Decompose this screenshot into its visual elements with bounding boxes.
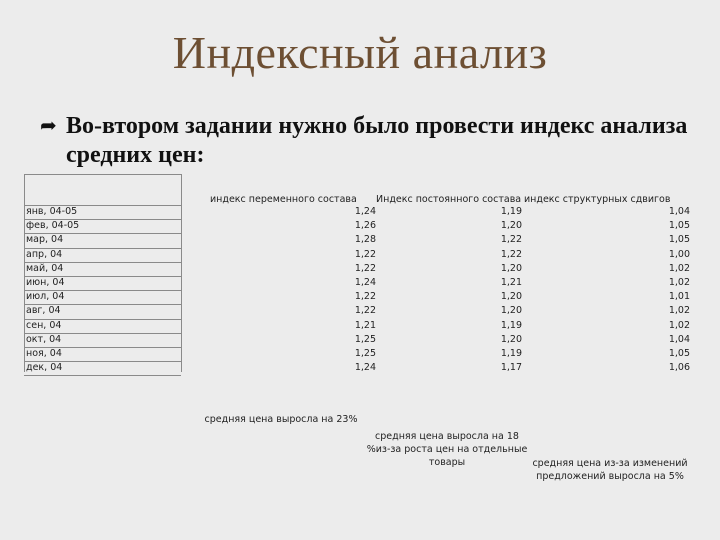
constant-index-cell: 1,20 (500, 305, 522, 317)
variable-index-cell: 1,25 (354, 333, 376, 345)
variable-index-cell: 1,22 (354, 305, 376, 317)
table-row (24, 220, 696, 234)
variable-index-cell: 1,24 (354, 206, 376, 217)
note2-line3: товары (428, 457, 466, 468)
table-row (24, 334, 696, 348)
structural-index-cell: 1,04 (668, 206, 690, 217)
row-divider (24, 304, 181, 305)
table-row (24, 362, 696, 376)
variable-index-cell: 1,24 (354, 277, 376, 288)
month-cell: авг, 04 (26, 305, 61, 317)
note2-line1: средняя цена выросла на 18 (375, 431, 519, 442)
constant-index-cell: 1,21 (500, 277, 522, 288)
note2-line2: %из-за роста цен на отдельные (366, 444, 528, 455)
note-average-price-18 (362, 430, 532, 469)
month-cell: июл, 04 (26, 291, 65, 303)
slide-title: Индексный анализ (172, 27, 548, 78)
month-cell: ноя, 04 (26, 348, 62, 359)
note-average-price-5 (522, 457, 698, 483)
constant-index-cell: 1,20 (500, 262, 522, 274)
header-constant-index: Индекс постоянного состава (376, 194, 522, 205)
table-row (24, 249, 696, 263)
row-divider (24, 233, 181, 234)
month-cell: май, 04 (26, 262, 64, 274)
bullet-point (40, 112, 700, 170)
row-divider (24, 262, 181, 263)
structural-index-cell: 1,02 (668, 305, 690, 317)
constant-index-cell: 1,22 (500, 234, 522, 246)
table-row (24, 277, 696, 291)
note-average-price-23: средняя цена выросла на 23% (204, 414, 358, 425)
row-divider (24, 276, 181, 277)
month-cell: окт, 04 (26, 333, 62, 345)
variable-index-cell: 1,22 (354, 248, 376, 260)
structural-index-cell: 1,06 (668, 362, 690, 374)
constant-index-cell: 1,22 (500, 248, 522, 260)
structural-index-cell: 1,05 (668, 234, 690, 246)
row-divider (24, 205, 181, 206)
variable-index-cell: 1,25 (354, 348, 376, 359)
constant-index-cell: 1,19 (500, 348, 522, 359)
constant-index-cell: 1,17 (500, 362, 522, 374)
variable-index-cell: 1,26 (354, 220, 376, 232)
month-cell: апр, 04 (26, 248, 63, 260)
structural-index-cell: 1,05 (668, 348, 690, 359)
note3-line1: средняя цена из-за изменений (532, 458, 688, 469)
row-divider (24, 290, 181, 291)
header-structural-index: индекс структурных сдвигов (524, 194, 671, 205)
row-divider (24, 361, 181, 362)
structural-index-cell: 1,00 (668, 248, 690, 260)
variable-index-cell: 1,28 (354, 234, 376, 246)
row-divider (24, 219, 181, 220)
variable-index-cell: 1,22 (354, 262, 376, 274)
structural-index-cell: 1,04 (668, 333, 690, 345)
table-row (24, 234, 696, 248)
structural-index-cell: 1,01 (668, 291, 690, 303)
row-divider (24, 375, 181, 376)
structural-index-cell: 1,05 (668, 220, 690, 232)
note3-line2: предложений выросла на 5% (536, 471, 684, 482)
table-row (24, 263, 696, 277)
table-row (24, 348, 696, 362)
variable-index-cell: 1,21 (354, 319, 376, 331)
arrow-bullet-icon: ➦ (40, 115, 57, 137)
table-row (24, 291, 696, 305)
variable-index-cell: 1,22 (354, 291, 376, 303)
month-cell: мар, 04 (26, 234, 64, 246)
variable-index-cell: 1,24 (354, 362, 376, 374)
structural-index-cell: 1,02 (668, 319, 690, 331)
structural-index-cell: 1,02 (668, 277, 690, 288)
index-table (24, 174, 696, 374)
table-row (24, 305, 696, 319)
constant-index-cell: 1,20 (500, 333, 522, 345)
header-variable-index: индекс переменного состава (210, 194, 357, 205)
table-row (24, 320, 696, 334)
constant-index-cell: 1,19 (500, 206, 522, 217)
month-cell: июн, 04 (26, 277, 65, 288)
month-cell: янв, 04-05 (26, 206, 78, 217)
month-cell: дек, 04 (26, 362, 63, 374)
bullet-text: Во-втором задании нужно было провести индекс анализа средних цен: (66, 113, 688, 168)
row-divider (24, 248, 181, 249)
month-cell: фев, 04-05 (26, 220, 80, 232)
table-top-border (24, 174, 181, 175)
table-row (24, 206, 696, 220)
constant-index-cell: 1,20 (500, 291, 522, 303)
row-divider (24, 319, 181, 320)
constant-index-cell: 1,20 (500, 220, 522, 232)
row-divider (24, 347, 181, 348)
constant-index-cell: 1,19 (500, 319, 522, 331)
structural-index-cell: 1,02 (668, 262, 690, 274)
row-divider (24, 333, 181, 334)
month-cell: сен, 04 (26, 319, 62, 331)
